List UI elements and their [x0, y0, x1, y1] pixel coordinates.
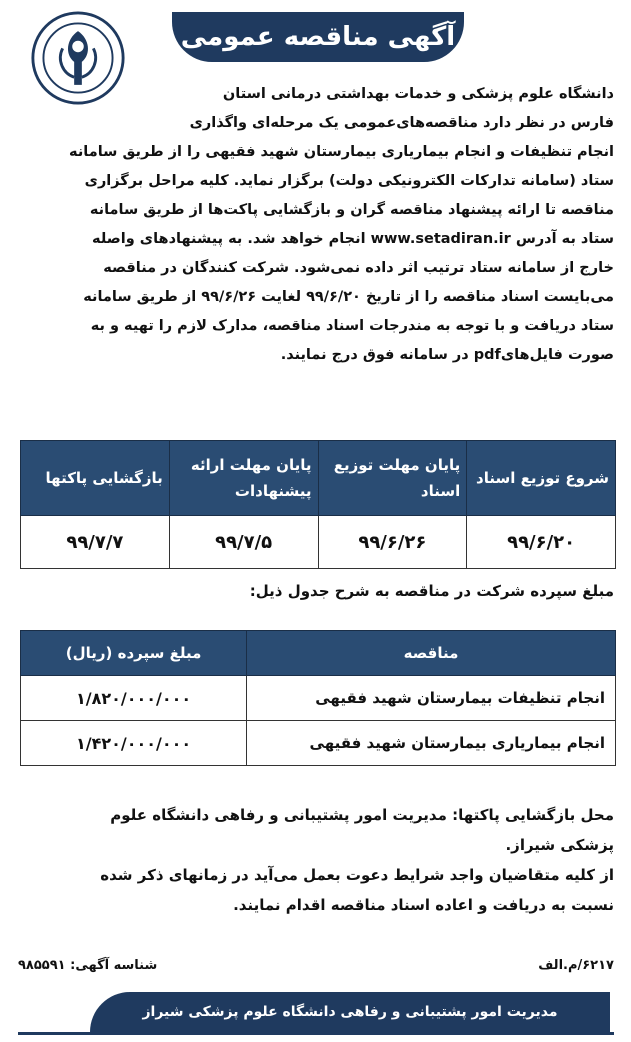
- schedule-table: [20, 440, 616, 569]
- tender-name: انجام تنظیفات بیمارستان شهید فقیهی: [247, 676, 616, 721]
- ad-code: ۶۲۱۷/م.الف: [538, 958, 614, 973]
- intro-line: فارس در نظر دارد مناقصه‌های‌عمومی یک مرحله‌ای واگذاری: [189, 115, 614, 131]
- intro-line: ستاد دریافت و با توجه به مندرجات اسناد مناقصه، مدارک لازم را تهیه و به: [90, 318, 614, 334]
- header-tender: مناقصه: [247, 631, 616, 676]
- footer-ids: [18, 958, 614, 973]
- header-distribution-start: شروع توزیع اسناد: [467, 441, 616, 516]
- intro-paragraph: [20, 80, 614, 370]
- intro-line: صورت فایل‌هایpdf در سامانه فوق درج نمایند.: [280, 347, 614, 363]
- intro-line: می‌بایست اسناد مناقصه را از تاریخ ۹۹/۶/۲۰ لغایت ۹۹/۶/۲۶ از طریق سامانه: [83, 289, 614, 305]
- title-banner: [172, 12, 464, 62]
- intro-line: انجام تنظیفات و انجام بیماریاری بیمارستان شهید فقیهی را از طریق سامانه: [69, 144, 614, 160]
- deposit-amount: ۱/۸۲۰/۰۰۰/۰۰۰: [21, 676, 247, 721]
- deposit-heading: مبلغ سپرده شرکت در مناقصه به شرح جدول ذیل:: [249, 582, 614, 600]
- header-deposit-amount: مبلغ سپرده (ریال): [21, 631, 247, 676]
- closing-paragraph: [20, 800, 614, 920]
- intro-line: مناقصه تا ارائه پیشنهاد مناقصه گران و بازگشایی پاکت‌ها از طریق سامانه: [89, 202, 614, 218]
- footer-banner: [90, 992, 610, 1032]
- schedule-header-row: [21, 441, 616, 516]
- deposit-header-row: [21, 631, 616, 676]
- ad-id: شناسه آگهی: ۹۸۵۵۹۱: [18, 958, 158, 973]
- deposit-amount: ۱/۴۲۰/۰۰۰/۰۰۰: [21, 721, 247, 766]
- value-distribution-start: ۹۹/۶/۲۰: [467, 516, 616, 569]
- header-opening: بازگشایی پاکتها: [21, 441, 170, 516]
- tender-name: انجام بیماریاری بیمارستان شهید فقیهی: [247, 721, 616, 766]
- value-submission-deadline: ۹۹/۷/۵: [169, 516, 318, 569]
- header-submission-deadline: پایان مهلت ارائه پیشنهادات: [169, 441, 318, 516]
- deposit-table: [20, 630, 616, 766]
- footer-text: مدیریت امور پشتیبانی و رفاهی دانشگاه علوم پزشکی شیراز: [142, 1004, 558, 1020]
- closing-line: پزشکی شیراز.: [505, 836, 614, 854]
- header-distribution-end: پایان مهلت توزیع اسناد: [318, 441, 467, 516]
- table-row: [21, 676, 616, 721]
- table-row: [21, 721, 616, 766]
- value-opening: ۹۹/۷/۷: [21, 516, 170, 569]
- schedule-value-row: [21, 516, 616, 569]
- closing-line: محل بازگشایی پاکتها: مدیریت امور پشتیبانی و رفاهی دانشگاه علوم: [110, 806, 614, 824]
- intro-line: ستاد به آدرس www.setadiran.ir انجام خواهد شد. به پیشنهادهای واصله: [92, 231, 614, 247]
- closing-line: نسبت به دریافت و اعاده اسناد مناقصه اقدام نمایند.: [233, 896, 614, 914]
- value-distribution-end: ۹۹/۶/۲۶: [318, 516, 467, 569]
- footer-divider: [18, 1032, 614, 1035]
- notice-title: آگهی مناقصه عمومی: [180, 22, 456, 52]
- closing-line: از کلیه متقاضیان واجد شرایط دعوت بعمل می‌آید در زمانهای ذکر شده: [100, 866, 614, 884]
- intro-line: دانشگاه علوم پزشکی و خدمات بهداشتی درمانی استان: [222, 86, 614, 102]
- intro-line: ستاد (سامانه تدارکات الکترونیکی دولت) برگزار نماید. کلیه مراحل برگزاری: [84, 173, 614, 189]
- intro-line: خارج از سامانه ستاد ترتیب اثر داده نمی‌شود. شرکت کنندگان در مناقصه: [103, 260, 614, 276]
